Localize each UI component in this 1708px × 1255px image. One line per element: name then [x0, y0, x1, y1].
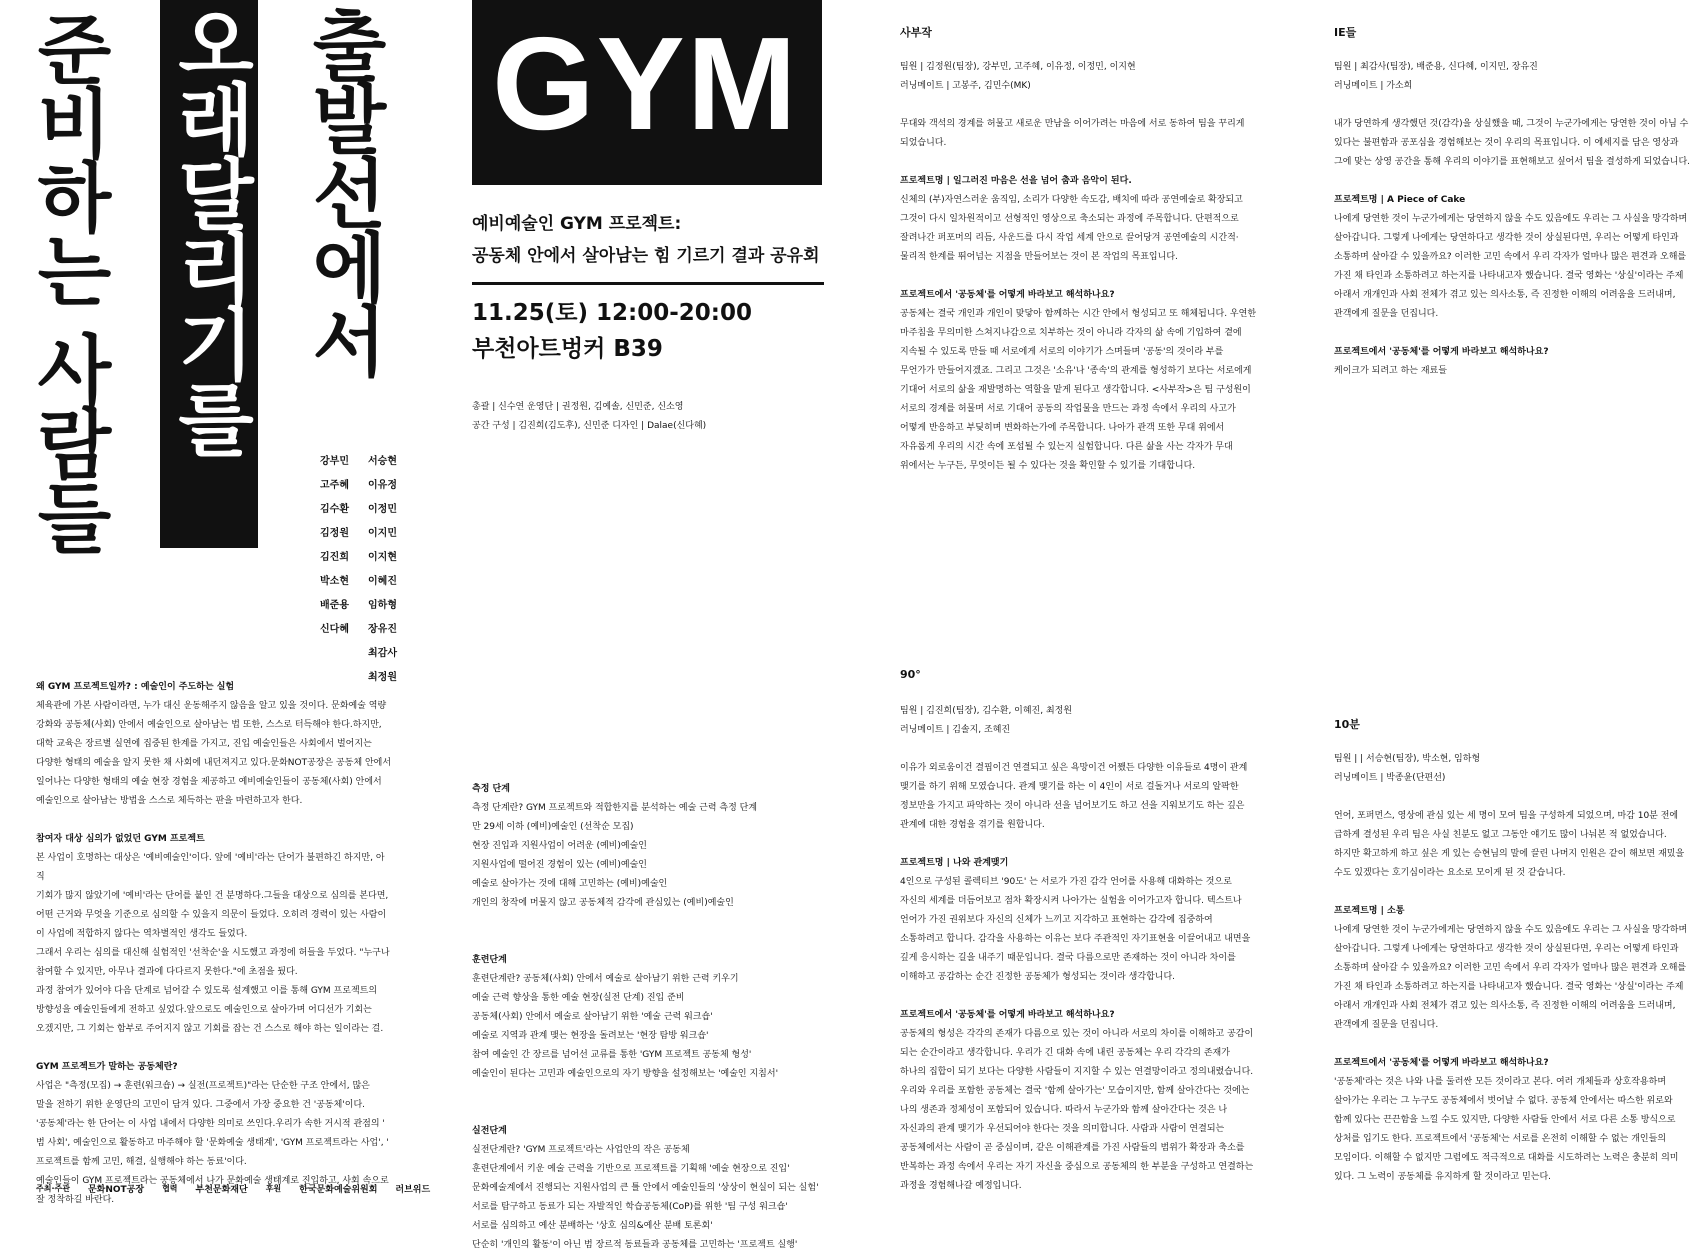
- spacer: [1334, 788, 1706, 807]
- partner-label: 협력: [162, 1184, 178, 1193]
- text-line: 잘 정착하길 바란다.: [36, 1195, 115, 1205]
- text-line: 공동체의 형성은 각각의 존재가 다름으로 있는 것이 아니라 서로의 차이를 이해하고 공감이: [900, 1029, 1254, 1039]
- section-heading: 프로젝트에서 '공동체'를 어떻게 바라보고 해석하나요?: [1334, 1058, 1549, 1068]
- text-line: 본 사업이 호명하는 대상은 '예비예술인'이다. 앞에 '예비'라는 단어가 불편하긴 하지만, 아직: [36, 853, 385, 882]
- intro-text: [36, 678, 392, 1210]
- text-line: 마주침을 무의미한 스쳐지나감으로 치부하는 것이 아니라 각자의 삶 속에 기입하여 곁에: [900, 328, 1242, 338]
- text-line: 자신의 세계를 더듬어보고 점차 확장시켜 나아가는 실험을 이어가고자 합니다. 텍스트나: [900, 896, 1242, 906]
- text-line: 어떤 근거와 무엇을 기준으로 심의할 수 있을지 의문이 들었다. 오히려 경력이 있는 사람이: [36, 910, 387, 920]
- text-line: 물리적 한계를 뛰어넘는 지점을 만들어보는 것이 본 작업의 목표입니다.: [900, 252, 1178, 262]
- text-line: 공동체(사회) 안에서 예술로 살아남기 위한 '예술 근력 워크숍': [472, 1012, 713, 1022]
- text-line: 팀원 | 김정원(팀장), 강부민, 고주혜, 이유정, 이정민, 이지현: [900, 62, 1136, 72]
- team-10-text: [1334, 750, 1706, 1187]
- participant-name: 김진희: [320, 552, 349, 563]
- participant-name: 이지현: [368, 552, 397, 563]
- credits: [472, 398, 706, 436]
- text-line: 신체의 (부)자연스러운 움직임, 소리가 다양한 속도감, 배치에 따라 공연예술로 확장되고: [900, 195, 1243, 205]
- sponsor-footer: [36, 1182, 430, 1195]
- text-line: 프로젝트를 함께 고민, 해결, 실행해야 하는 동료'이다.: [36, 1157, 247, 1167]
- text-line: 기회가 많지 않았기에 '예비'라는 단어를 붙인 건 분명하다.그들을 대상으로 심의를 본다면,: [36, 891, 389, 901]
- participant-name: 김수환: [320, 504, 349, 515]
- event-info: [472, 295, 752, 367]
- text-line: 하나의 집합이 되기 보다는 다양한 사람들이 지지할 수 있는 연결망이라고 정의내렸습니다.: [900, 1067, 1254, 1077]
- text-line: 팀원 | 김진희(팀장), 김수환, 이혜진, 최정원: [900, 706, 1073, 716]
- vertical-title-line-2: 오래달리기를: [160, 0, 258, 548]
- support-logo: 한국문화예술위원회: [299, 1185, 378, 1195]
- participant-name: 이유정: [368, 480, 397, 491]
- text-line: 자신과의 관계 맺기가 우선되어야 한다는 것을 의미합니다. 사람과 사람이 연결되는: [900, 1124, 1225, 1134]
- participant-name: 최정원: [368, 672, 397, 683]
- support-label: 후원: [265, 1184, 282, 1193]
- participant-name: 배준용: [320, 600, 349, 611]
- spacer: [36, 811, 392, 830]
- subtitle-line-2: 공동체 안에서 살아남는 힘 기르기 결과 공유회: [472, 246, 820, 266]
- section-heading: 프로젝트명 | A Piece of Cake: [1334, 195, 1466, 205]
- text-line: 상처를 입기도 한다. 프로젝트에서 '공동체'는 서로를 온전히 이해할 수 없는 개인들의: [1334, 1134, 1667, 1144]
- stages-text: [472, 780, 852, 1255]
- text-line: 실전단계란? 'GYM 프로젝트'라는 사업안의 작은 공동체: [472, 1145, 690, 1155]
- text-line: 그것이 다시 일차원적이고 선형적인 영상으로 축소되는 과정에 주목합니다. 단편적으로: [900, 214, 1239, 224]
- text-line: 깊게 응시하는 길을 내주기 때문입니다. 결국 다름으로만 존재하는 것이 아니라 차이를: [900, 953, 1236, 963]
- team-90-text: [900, 702, 1272, 1196]
- participant-name: 강부민: [320, 456, 349, 467]
- text-line: 자유롭게 우리의 시간 속에 포섭될 수 있는지 실험합니다. 다른 삶을 사는 각자가 무대: [900, 442, 1233, 452]
- text-line: 관객에게 질문을 던집니다.: [1334, 309, 1439, 319]
- support2-logo: 러브위드: [395, 1185, 431, 1195]
- text-line: '공동체'라는 한 단어는 이 사업 내에서 다양한 의미로 쓰인다.우리가 속한 거시적 관점의 ': [36, 1119, 385, 1129]
- text-line: 소통하려고 합니다. 감각을 사용하는 이유는 보다 주관적인 자기표현을 이끌어내고 내면을: [900, 934, 1251, 944]
- text-line: 나에게 당연한 것이 누군가에게는 당연하지 않을 수도 있음에도 우리는 그 사실을 망각하며: [1334, 925, 1688, 935]
- text-line: 러닝메이트 | 박종윤(단편선): [1334, 773, 1446, 783]
- text-line: 급하게 결성된 우리 팀은 사실 친분도 없고 그동안 얘기도 많이 나눠본 적 없었습니다.: [1334, 830, 1667, 840]
- text-line: 맺기를 하기 위해 모였습니다. 관계 맺기를 하는 이 4인이 서로 걸돌거나 서로의 알팍한: [900, 782, 1239, 792]
- text-line: 지속될 수 있도록 만들 때 서로에게 서로의 이야기가 스며들며 '공동'의 것이라 부를: [900, 347, 1224, 357]
- text-line: 어떻게 반응하고 부딪히며 변화하는가에 주목합니다. 나아가 관객 또한 무대 위에서: [900, 423, 1225, 433]
- section-heading: 프로젝트에서 '공동체'를 어떻게 바라보고 해석하나요?: [900, 1010, 1115, 1020]
- host-label: 주최·주관: [36, 1184, 70, 1193]
- participant-name: 장유진: [368, 624, 397, 635]
- text-line: 공동체에서는 사람이 곧 중심이며, 같은 이해관계를 가진 사람들의 범위가 확장과 축소를: [900, 1143, 1245, 1153]
- text-line: 가진 채 타인과 소통하려고 하는지를 나타내고자 했습니다. 결국 영화는 '상실'이라는 주제: [1334, 982, 1684, 992]
- text-line: 사업은 "측정(모집) → 훈련(워크숍) → 실전(프로젝트)"라는 단순한 구조 안에서, 많은: [36, 1081, 370, 1091]
- vertical-title-line-1: 준비하는 사람들: [24, 10, 113, 553]
- section-heading: 프로젝트에서 '공동체'를 어떻게 바라보고 해석하나요?: [1334, 347, 1549, 357]
- gym-title-box: [472, 0, 822, 185]
- text-line: 문화예술계에서 진행되는 지원사업의 큰 틀 안에서 예술인들의 '상상이 현실이 되는 실험': [472, 1183, 819, 1193]
- text-line: 예술인으로 살아남는 방법을 스스로 체득하는 판을 마련하고자 한다.: [36, 796, 303, 806]
- text-line: '공동체'라는 것은 나와 나를 둘러싼 모든 것이라고 본다. 여러 개체들과 상호작용하며: [1334, 1077, 1667, 1087]
- spacer: [900, 835, 1272, 854]
- spacer: [900, 267, 1272, 286]
- participant-name: 이지민: [368, 528, 397, 539]
- subtitle-line-1: 예비예술인 GYM 프로젝트:: [472, 214, 682, 234]
- participant-names: [320, 452, 408, 682]
- text-line: 가진 채 타인과 소통하려고 하는지를 나타내고자 했습니다. 결국 영화는 '상실'이라는 주제: [1334, 271, 1684, 281]
- gym-title: GYM: [492, 10, 799, 157]
- section-heading: GYM 프로젝트가 말하는 공동체란?: [36, 1062, 178, 1072]
- spacer: [1334, 883, 1706, 902]
- text-line: 다양한 형태의 예술을 알지 못한 채 사회에 내던져지고 있다.문화NOT공장은 공동체 안에서: [36, 758, 392, 768]
- text-line: 살아갑니다. 그렇게 나에게는 당연하다고 생각한 것이 상실된다면, 우리는 어떻게 타인과: [1334, 944, 1679, 954]
- text-line: 언어가 가진 권위보다 자신의 신체가 느끼고 지각하고 표현하는 감각에 집중하여: [900, 915, 1213, 925]
- text-line: 단순히 '개인의 활동'이 아닌 범 장르적 동료들과 공동체를 고민하는 '프로젝트 실행': [472, 1240, 798, 1250]
- text-line: 내가 당연하게 생각했던 것(감각)을 상실했을 때, 그것이 누군가에게는 당연한 것이 아님 수: [1334, 119, 1689, 129]
- text-line: 오겠지만, 그 기회는 함부로 주어지지 않고 기회를 잡는 건 스스로 해야 하는 일이라는 걸.: [36, 1024, 384, 1034]
- spacer: [900, 987, 1272, 1006]
- text-line: 반복하는 과정 속에서 우리는 자기 자신을 중심으로 공동체의 한 부분을 구성하고 연결하는: [900, 1162, 1254, 1172]
- participant-name: [320, 644, 368, 658]
- section-heading: 측정 단계: [472, 784, 510, 794]
- section-heading: 훈련단계: [472, 955, 507, 965]
- credits-line-1: 총괄 | 신수연 운영단 | 권정원, 김예솔, 신민준, 신소영: [472, 402, 684, 412]
- text-line: 과정 참여가 있어야 다음 단계로 넘어갈 수 있도록 설계했고 이를 통해 GYM 프로젝트의: [36, 986, 378, 996]
- section-heading: 실전단계: [472, 1126, 507, 1136]
- text-line: 소통하며 살아갈 수 있을까요? 이러한 고민 속에서 우리 각자가 얼마나 많은 편견과 오해를: [1334, 963, 1687, 973]
- text-line: 언어, 포퍼먼스, 영상에 관심 있는 세 명이 모여 팀을 구성하게 되었으며, 마감 10분 전에: [1334, 811, 1679, 821]
- spacer: [900, 96, 1272, 115]
- text-line: 나의 생존과 정체성이 포함되어 있습니다. 따라서 누군가와 함께 살아간다는 것은 나: [900, 1105, 1228, 1115]
- spacer: [1334, 324, 1706, 343]
- text-line: 팀원 | 최감사(팀장), 배준용, 신다혜, 이지민, 장유진: [1334, 62, 1538, 72]
- team-sabujak-title: 사부작: [900, 26, 932, 39]
- text-line: 나에게 당연한 것이 누군가에게는 당연하지 않을 수도 있음에도 우리는 그 사실을 망각하며: [1334, 214, 1688, 224]
- text-line: 우리와 우리를 포함한 공동체는 결국 '함께 살아가는' 모습이지만, 함께 살아간다는 것에는: [900, 1086, 1250, 1096]
- event-venue: 부천아트벙커 B39: [472, 336, 663, 362]
- team-90-title: 90°: [900, 668, 921, 681]
- spacer: [900, 740, 1272, 759]
- text-line: 지원사업에 떨어진 경험이 있는 (예비)예술인: [472, 860, 647, 870]
- text-line: 체육관에 가본 사람이라면, 누가 대신 운동해주지 않음을 알고 있을 것이다. 문화예술 역량: [36, 701, 387, 711]
- text-line: 이 사업에 적합하지 않다는 역차별적인 생각도 들었다.: [36, 929, 248, 939]
- spacer: [472, 913, 852, 932]
- text-line: 훈련단계에서 키운 예술 근력을 기반으로 프로젝트를 기획해 '예술 현장으로 진입': [472, 1164, 790, 1174]
- text-line: 예술 근력 향상을 통한 예술 현장(실전 단계) 진입 준비: [472, 993, 685, 1003]
- text-line: 되었습니다.: [900, 138, 947, 148]
- text-line: 기대어 서로의 삶을 재발명하는 역할을 맡게 된다고 생각합니다. <사부작>은 팀 구성원이: [900, 385, 1251, 395]
- text-line: 일어나는 다양한 형태의 예술 현장 경험을 제공하고 예비예술인들이 공동체(사회) 안에서: [36, 777, 382, 787]
- text-line: 서로를 탐구하고 동료가 되는 자발적인 학습공동체(CoP)를 위한 '팀 구성 워크숍': [472, 1202, 788, 1212]
- section-heading: 프로젝트명 | 일그러진 마음은 선을 넘어 춤과 음악이 된다.: [900, 176, 1132, 186]
- text-line: 그래서 우리는 심의를 대신해 실험적인 '선착순'을 시도했고 과정에 허들을 두었다. "누구나: [36, 948, 390, 958]
- text-line: 대학 교육은 장르별 실연에 집중된 한계를 가지고, 진입 예술인들은 사회에서 벌어지는: [36, 739, 372, 749]
- team-sabujak-text: [900, 58, 1272, 476]
- text-line: 무대와 객석의 경계를 허물고 새로운 만남을 이어가려는 마음에 서로 동하여 팀을 꾸리게: [900, 119, 1245, 129]
- vertical-title-line-3: 출발선에서: [299, 6, 388, 376]
- text-line: 무언가가 만들어지겠죠. 그리고 그것은 '소유'나 '종속'의 관계를 형성하기 보다는 서로에게: [900, 366, 1252, 376]
- text-line: 예술로 지역과 관계 맺는 현장을 돌려보는 '현장 탐방 워크숍': [472, 1031, 709, 1041]
- spacer: [472, 1103, 852, 1122]
- text-line: 있다는 불편함과 공포심을 경험해보는 것이 우리의 목표입니다. 이 에세지를 담은 영상과: [1334, 138, 1679, 148]
- spacer: [900, 153, 1272, 172]
- participant-name: 이혜진: [368, 576, 397, 587]
- text-line: 러닝메이트 | 김솔지, 조혜진: [900, 725, 1011, 735]
- partner-logo: 부천문화재단: [195, 1185, 248, 1195]
- text-line: 이해하고 공감하는 순간 진정한 공동체가 형성되는 것이라 생각합니다.: [900, 972, 1176, 982]
- text-line: 정보만을 가지고 파악하는 것이 아니라 선을 넘어보기도 하고 선을 지워보기도 하는 깊은: [900, 801, 1245, 811]
- text-line: 관객에게 질문을 던집니다.: [1334, 1020, 1439, 1030]
- spacer: [1334, 1035, 1706, 1054]
- text-line: 서로를 심의하고 예산 분배하는 '상호 심의&예산 분배 토론회': [472, 1221, 713, 1231]
- text-line: 이유가 외로움이건 결핍이건 연결되고 싶은 욕망이건 어쨌든 다양한 이유들로 4명이 관계: [900, 763, 1248, 773]
- participant-name: 서승현: [368, 456, 397, 467]
- text-line: 케이크가 되려고 하는 재료들: [1334, 366, 1447, 376]
- text-line: 수도 있겠다는 호기심이라는 요소로 모이게 된 것 같습니다.: [1334, 868, 1566, 878]
- participant-name: 박소현: [320, 576, 349, 587]
- team-ie-title: IE들: [1334, 26, 1357, 39]
- host-logo: 문화NOT공장: [87, 1185, 145, 1195]
- text-line: 공동체는 결국 개인과 개인이 맞닿아 함께하는 시간 안에서 형성되고 또 해체됩니다. 우연한: [900, 309, 1257, 319]
- section-heading: 왜 GYM 프로젝트일까? : 예술인이 주도하는 실험: [36, 682, 235, 692]
- text-line: 참여할 수 있지만, 아무나 결과에 다다르지 못한다."에 초점을 뒀다.: [36, 967, 298, 977]
- text-line: 아래서 개개인과 사회 전체가 겪고 있는 의사소통, 즉 진정한 이해의 어려움을 드러내며,: [1334, 290, 1676, 300]
- text-line: 훈련단계란? 공동체(사회) 안에서 예술로 살아남기 위한 근력 키우기: [472, 974, 739, 984]
- text-line: 아래서 개개인과 사회 전체가 겪고 있는 의사소통, 즉 진정한 이해의 어려움을 드러내며,: [1334, 1001, 1676, 1011]
- text-line: 모임이다. 이해할 수 없지만 그럼에도 적극적으로 대화를 시도하려는 노력은 충분히 의미: [1334, 1153, 1679, 1163]
- participant-name: 고주혜: [320, 480, 349, 491]
- team-10-title: 10분: [1334, 718, 1360, 731]
- event-datetime: 11.25(토) 12:00-20:00: [472, 300, 752, 326]
- spacer: [472, 932, 852, 951]
- text-line: 러닝메이트 | 고봉주, 김민수(MK): [900, 81, 1031, 91]
- participant-name: 임하형: [368, 600, 397, 611]
- participant-name: 김정원: [320, 528, 349, 539]
- divider: [472, 282, 824, 285]
- spacer: [1334, 96, 1706, 115]
- text-line: 관계에 대한 경험을 겪기를 원합니다.: [900, 820, 1045, 830]
- text-line: 참여 예술인 간 장르를 넘어선 교류를 통한 'GYM 프로젝트 공동체 형성': [472, 1050, 752, 1060]
- team-ie-text: [1334, 58, 1706, 381]
- text-line: 되는 순간이라고 생각합니다. 우리가 긴 대화 속에 내린 공동체는 우리 각각의 존재가: [900, 1048, 1230, 1058]
- section-heading: 프로젝트명 | 소통: [1334, 906, 1405, 916]
- text-line: 팀원 | | 서승현(팀장), 박소현, 임하형: [1334, 754, 1481, 764]
- text-line: 강화와 공동체(사회) 안에서 예술인으로 살아남는 법 또한, 스스로 터득해야 한다.하지만,: [36, 720, 382, 730]
- credits-line-2: 공간 구성 | 김진희(김도후), 신민준 디자인 | Dalae(신다혜): [472, 421, 707, 431]
- text-line: 러닝메이트 | 가소희: [1334, 81, 1413, 91]
- text-line: 만 29세 이하 (예비)예술인 (선착순 모집): [472, 822, 634, 832]
- text-line: 말을 전하기 위한 운영단의 고민이 담겨 있다. 그중에서 가장 중요한 건 '공동체'이다.: [36, 1100, 366, 1110]
- text-line: 방향성을 예술인들에게 전하고 싶었다.앞으로도 예술인으로 살아가며 어디선가 기회는: [36, 1005, 372, 1015]
- text-line: 과정을 경험해나갈 예정입니다.: [900, 1181, 1022, 1191]
- spacer: [472, 1084, 852, 1103]
- text-line: 있다. 그 노력이 공동체를 유지하게 할 것이라고 믿는다.: [1334, 1172, 1552, 1182]
- text-line: 개인의 창작에 머물지 않고 공동체적 감각에 관심있는 (예비)예술인: [472, 898, 734, 908]
- text-line: 서로의 경계를 허물며 서로 기대어 공동의 작업물을 만드는 과정 속에서 우리의 사고가: [900, 404, 1236, 414]
- participant-name: 이정민: [368, 504, 397, 515]
- participant-name: 신다혜: [320, 624, 349, 635]
- section-heading: 프로젝트명 | 나와 관계맺기: [900, 858, 1009, 868]
- text-line: 예술로 살아가는 것에 대해 고민하는 (예비)예술인: [472, 879, 668, 889]
- text-line: 살아갑니다. 그렇게 나에게는 당연하다고 생각한 것이 상실된다면, 우리는 어떻게 타인과: [1334, 233, 1679, 243]
- text-line: 위에서는 누구든, 무엇이든 될 수 있다는 것을 확인할 수 있기를 기대합니다.: [900, 461, 1196, 471]
- text-line: 함께 있다는 끈끈함을 느낄 수도 있지만, 다양한 사람들 안에서 서로 다른 소통 방식으로: [1334, 1115, 1676, 1125]
- text-line: 소통하며 살아갈 수 있을까요? 이러한 고민 속에서 우리 각자가 얼마나 많은 편견과 오해를: [1334, 252, 1687, 262]
- section-heading: 프로젝트에서 '공동체'를 어떻게 바라보고 해석하나요?: [900, 290, 1115, 300]
- section-heading: 참여자 대상 심의가 없었던 GYM 프로젝트: [36, 834, 205, 844]
- spacer: [1334, 172, 1706, 191]
- text-line: 4인으로 구성된 콜렉티브 '90도' 는 서로가 가진 감각 언어를 사용해 대화하는 것으로: [900, 877, 1232, 887]
- text-line: 예술인이 된다는 고민과 예술인으로의 자기 방향을 설정해보는 '예술인 지침서': [472, 1069, 779, 1079]
- text-line: 하지만 확고하게 하고 싶은 게 있는 승현님의 말에 끌린 나머지 인원은 같이 해보면 재밌을: [1334, 849, 1685, 859]
- text-line: 잘려나간 퍼포머의 리듬, 사운드를 다시 작업 세계 안으로 끌어당겨 공연예술의 시간적·: [900, 233, 1239, 243]
- participant-name: 최감사: [368, 648, 397, 659]
- event-subtitle: [472, 208, 820, 272]
- text-line: 그에 맞는 상영 공간을 통해 우리의 이야기를 표현해보고 싶어서 팀을 결성하게 되었습니다.: [1334, 157, 1691, 167]
- text-line: 살아가는 우리는 그 누구도 공동체에서 벗어날 수 없다. 공동체 안에서는 따스한 위로와: [1334, 1096, 1673, 1106]
- text-line: 예술인들이 GYM 프로젝트라는 공동체에서 나가 문화예술 생태계로 진입하고, 사회 속으로: [36, 1176, 389, 1186]
- text-line: 현장 진입과 지원사업이 어려운 (예비)예술인: [472, 841, 647, 851]
- text-line: 측정 단계란? GYM 프로젝트와 적합한지를 분석하는 예술 근력 측정 단계: [472, 803, 758, 813]
- spacer: [36, 1039, 392, 1058]
- text-line: 범 사회', 예술인으로 활동하고 마주해야 할 '문화예술 생태계', 'GYM 프로젝트라는 사업', ': [36, 1138, 389, 1148]
